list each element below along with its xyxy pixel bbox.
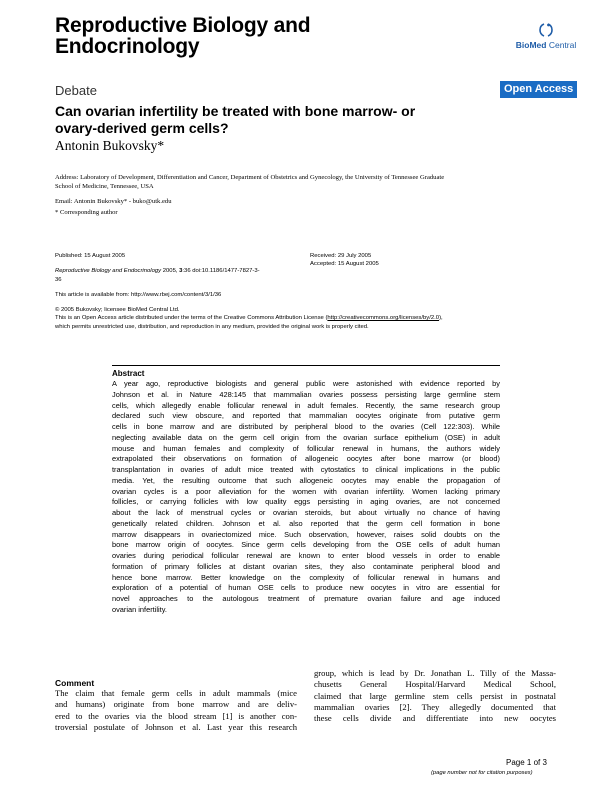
abstract-line: formation of primary follicles at distant ovarian sites, they also contaminate peripheral blood and [112,561,500,571]
author-email[interactable]: Email: Antonin Bukovsky* - buko@utk.edu [55,198,172,205]
accepted-date: Accepted: 15 August 2005 [310,261,379,267]
body-column-left [55,688,297,733]
abstract-line: extrapolated their observations on formation of allogeneic oocytes after bone marrow (or blood) [112,454,500,464]
abstract-section [112,365,500,616]
abstract-line: transplantation in ovaries of adult mice treated with cytostatics to clinical implications in the public [112,465,500,474]
publisher-name [506,40,586,50]
copyright-line: © 2005 Bukovsky; licensee BioMed Central Ltd. [55,307,180,313]
abstract-line: novel approaches to the autologous treatment of premature ovarian failure and age induced [112,594,500,603]
license-link[interactable]: http://creativecommons.org/licenses/by/2.0 [327,315,440,321]
abstract-body [112,379,500,616]
body-line: ered to the ovaries via the blood stream [1] is another con- [55,710,297,721]
body-line: chusetts General Hospital/Harvard Medical School, [314,679,556,690]
license-statement [55,314,570,331]
journal-title-line: Endocrinology [55,35,200,58]
abstract-line: ovaries during periodical follicular renewal are known to enter blood vessels in order to enable [112,551,500,560]
article-title [55,103,525,137]
body-line: mammalian ovaries [2]. They allegedly documented that [314,701,556,712]
author-address [55,173,565,191]
publisher-name-rest: Central [546,40,577,50]
abstract-heading: Abstract [112,369,145,378]
citation-doi: :36 doi:10.1186/1477-7827-3- [182,268,260,274]
address-line: Address: Laboratory of Development, Differentiation and Cancer, Department of Obstetrics and Gynecology, the University of Tennessee Graduate [55,174,445,181]
license-text: This is an Open Access article distributed under the terms of the Creative Commons Attribution License ( [55,315,328,321]
body-line: group, which is lead by Dr. Jonathan L. Tilly of the Massa- [314,668,556,678]
journal-title [55,15,310,57]
open-access-badge: Open Access [500,81,577,98]
publisher-logo-icon [538,22,554,38]
citation-journal: Reproductive Biology and Endocrinology [55,268,162,274]
abstract-line: exploration of a potential of human OSE cells to produce new oocytes in vitro are essential for [112,583,500,593]
journal-title-line: Reproductive Biology and [55,14,311,37]
abstract-line: mouse and human females and complexity of follicular renewal in humans, the authors widely [112,443,500,453]
abstract-line: hence bone marrow. Better knowledge on the complexity of follicular renewal in humans and [112,572,500,582]
license-line [55,314,570,323]
abstract-line: A year ago, reproductive biologists and general public were astonished with evidence reported by [112,379,500,388]
article-title-line: Can ovarian infertility be treated with bone marrow- or [55,103,416,119]
article-url[interactable]: This article is available from: http://www.rbej.com/content/3/1/36 [55,292,222,298]
citation-volume: 3 [179,268,183,274]
abstract-line: ovarian cycles is a poor alleviation for the women with ovarian infertility. Women lacking primary [112,486,500,496]
citation [55,267,310,284]
article-type-label: Debate [55,83,97,98]
publisher-name-bold: BioMed [515,40,547,50]
corresponding-author-note: * Corresponding author [55,209,118,216]
body-column-right [314,668,556,724]
abstract-line: ovarian infertility. [112,604,167,614]
abstract-line: about the lack of menstrual cycles or ovarian steroids, but about virtually no chance of having [112,508,500,517]
citation-year: 2005, [161,268,180,274]
body-line: and humans) originate from bone marrow and are deliv- [55,699,297,710]
body-line: troversial postulate of Johnson et al. Last year this research [55,721,297,732]
address-line: School of Medicine, Tennessee, USA [55,183,154,190]
citation-line-2: 36 [55,276,62,283]
body-line: The claim that female germ cells in adult mammals (mice [55,688,297,698]
publisher-logo [506,22,586,50]
comment-heading: Comment [55,678,95,688]
received-date: Received: 29 July 2005 [310,253,372,259]
body-line: claimed that large germline stem cells persist in postnatal [314,690,556,701]
abstract-line: media. Yet, the resulting outcome that such allogeneic oocytes may enable the propagation of [112,475,500,485]
abstract-line: declared such view obscure, and reported that mammalian oocytes originate from putative germ [112,411,500,421]
article-title-line: ovary-derived germ cells? [55,120,229,136]
abstract-line: cells in bone marrow and are distributed by peripheral blood to the ovaries (Cell 122:303). While [112,422,500,431]
abstract-line: cells, which allegedly enable follicular renewal in adult females. Recently, the same research group [112,400,500,410]
citation-note: (page number not for citation purposes) [431,770,533,776]
abstract-line: marrow disappears in ovariectomized mice. Such observation, however, raises solid doubts on the [112,529,500,539]
abstract-line: bone marrow origin of oocytes. Since germ cells developing from the OSE cells of adult human [112,540,500,550]
abstract-line: neglecting available data on the germ cell origin from the ovarian surface epithelium (OSE) in adult [112,432,500,442]
abstract-line: follicles, or carrying follicles with low quality eggs persisting in aging ovaries, are not concerned [112,497,500,507]
abstract-line: Johnson et al. in Nature 428:145 that mammalian ovaries possess persisting large germline stem [112,389,500,399]
license-line-2: which permits unrestricted use, distribution, and reproduction in any medium, provided the original work is properly cited. [55,323,369,330]
abstract-line: genetically related children. Johnson et al. also reported that the germ cell formation in bone [112,518,500,528]
author-name: Antonin Bukovsky* [55,138,165,153]
page-number: Page 1 of 3 [506,758,547,767]
citation-line [55,267,310,276]
license-text-end: ), [439,315,443,321]
body-line: these cells divide and differentiate into new oocytes [314,713,556,724]
published-date: Published: 15 August 2005 [55,253,126,259]
